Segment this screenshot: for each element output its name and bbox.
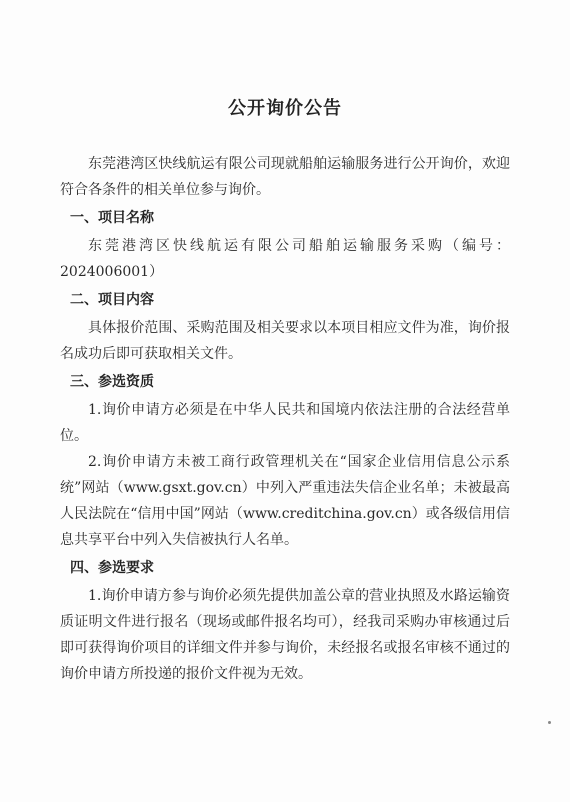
scan-speck (548, 721, 551, 724)
qualification-item-2: 2.询价申请方未被工商行政管理机关在“国家企业信用信息公示系统”网站（www.gsxt.gov.cn）中列入严重违法失信企业名单；未被最高人民法院在“信用中国”网站（www.creditchina.gov.cn）或各级信用信息共享平台中列入失信被执行人名单。 (60, 454, 510, 548)
section-heading-requirements: 四、参选要求 (70, 560, 154, 576)
qualification-item-1: 1.询价申请方必须是在中华人民共和国境内依法注册的合法经营单位。 (60, 402, 510, 444)
section-heading-qualifications: 三、参选资质 (70, 374, 154, 390)
document-body (60, 151, 510, 687)
document-title: 公开询价公告 (228, 98, 342, 119)
intro-paragraph: 东莞港湾区快线航运有限公司现就船舶运输服务进行公开询价，欢迎符合各条件的相关单位参与询价。 (60, 156, 510, 198)
project-name-paragraph: 东莞港湾区快线航运有限公司船舶运输服务采购（编号：2024006001） (60, 238, 510, 280)
section-heading-project-name: 一、项目名称 (70, 210, 154, 226)
requirement-item-1: 1.询价申请方参与询价必须先提供加盖公章的营业执照及水路运输资质证明文件进行报名（现场或邮件报名均可），经我司采购办审核通过后即可获得询价项目的详细文件并参与询价，未经报名或报名审核不通过的询价申请方所投递的报价文件视为无效。 (60, 588, 510, 682)
project-content-paragraph: 具体报价范围、采购范围及相关要求以本项目相应文件为准，询价报名成功后即可获取相关文件。 (60, 320, 510, 362)
section-heading-project-content: 二、项目内容 (70, 292, 154, 308)
